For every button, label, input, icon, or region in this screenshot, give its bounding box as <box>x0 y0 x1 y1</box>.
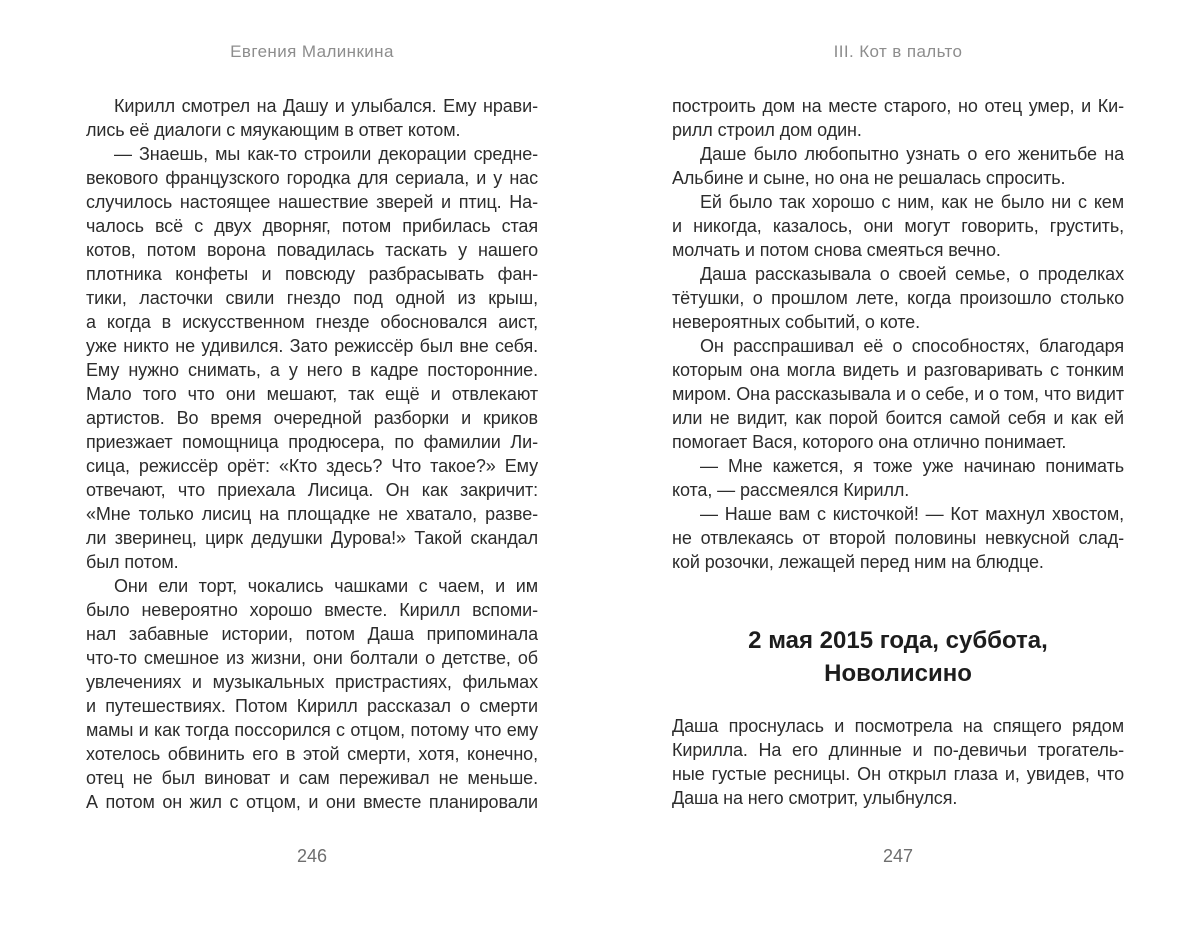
page-body-text-after-heading <box>672 714 1124 810</box>
text-line: молчать и потом снова смеяться вечно. <box>672 240 1001 260</box>
text-line: было невероятно хорошо вместе. Кирилл вспоми- <box>86 600 538 620</box>
text-line: или не видит, как порой боится самой себя и как ей <box>672 408 1124 428</box>
text-line: рилл строил дом один. <box>672 120 862 140</box>
text-line: и никогда, казалось, они могут говорить, грустить, <box>672 216 1124 236</box>
page-body-text <box>672 94 1124 810</box>
text-line: а когда в искусственном гнезде обосновался аист, <box>86 312 538 332</box>
text-line: уже никто не удивился. Зато режиссёр был вне себя. <box>86 336 538 356</box>
text-line: невероятных событий, о коте. <box>672 312 920 332</box>
text-line: — Знаешь, мы как-то строили декорации средне- <box>114 144 538 164</box>
text-line: сица, режиссёр орёт: «Кто здесь? Что такое?» Ему <box>86 456 538 476</box>
text-line: векового французского городка для сериала, и у нас <box>86 168 538 188</box>
section-heading <box>672 624 1124 690</box>
text-line: что-то смешное из жизни, они болтали о детстве, об <box>86 648 538 668</box>
text-line: тики, ласточки свили гнездо под одной из крыш, <box>86 288 538 308</box>
text-line: ли зверинец, цирк дедушки Дурова!» Такой скандал <box>86 528 538 548</box>
page-body-text <box>86 94 538 814</box>
text-line: кота, — рассмеялся Кирилл. <box>672 480 910 500</box>
text-line: Ей было так хорошо с ним, как не было ни с кем <box>700 192 1124 212</box>
text-line: котов, потом ворона повадилась таскать у нашего <box>86 240 538 260</box>
section-heading-line-1: 2 мая 2015 года, суббота, <box>748 627 1048 654</box>
text-line: Даше было любопытно узнать о его женитьбе на <box>700 144 1124 164</box>
text-line: Кирилл смотрел на Дашу и улыбался. Ему нрави- <box>114 96 538 116</box>
page-left <box>86 0 538 937</box>
text-line: Он расспрашивал её о способностях, благодаря <box>700 336 1124 356</box>
text-line: случилось настоящее нашествие зверей и птиц. На- <box>86 192 538 212</box>
text-line: мамы и как тогда поссорился с отцом, потому что ему <box>86 720 538 740</box>
page-right <box>672 0 1124 937</box>
text-line: Кирилла. На его длинные и по-девичьи трогатель- <box>672 740 1124 760</box>
text-line: тётушки, о прошлом лете, когда произошло столько <box>672 288 1124 308</box>
text-line: увлечениях и музыкальных пристрастиях, фильмах <box>86 672 538 692</box>
text-line: Они ели торт, чокались чашками с чаем, и им <box>114 576 538 596</box>
text-line: артистов. Во время очередной разборки и криков <box>86 408 538 428</box>
text-line: Даша на него смотрит, улыбнулся. <box>672 788 958 808</box>
text-line: «Мне только лисиц на площадке не хватало, разве- <box>86 504 538 524</box>
text-line: лись её диалоги с мяукающим в ответ котом. <box>86 120 461 140</box>
text-line: ные густые ресницы. Он открыл глаза и, увидев, что <box>672 764 1124 784</box>
text-line: приезжает помощница продюсера, по фамилии Ли- <box>86 432 538 452</box>
text-line: Ему нужно снимать, а у него в кадре посторонние. <box>86 360 538 380</box>
running-head-author: Евгения Малинкина <box>230 42 394 61</box>
text-line: чалось всё с двух дворняг, потом прибилась стая <box>86 216 538 236</box>
page-number-left: 246 <box>296 846 328 866</box>
section-heading-line-2: Новолисино <box>824 660 972 687</box>
text-line: — Наше вам с кисточкой! — Кот махнул хвостом, <box>700 504 1124 524</box>
text-line: кой розочки, лежащей перед ним на блюдце. <box>672 552 1044 572</box>
text-line: построить дом на месте старого, но отец умер, и Ки- <box>672 96 1124 116</box>
page-body-text-before-heading <box>672 94 1124 574</box>
text-line: был потом. <box>86 552 179 572</box>
text-line: нал забавные истории, потом Даша припоминала <box>86 624 538 644</box>
text-line: Мало того что они мешают, так ещё и отвлекают <box>86 384 538 404</box>
text-line: Альбине и сыне, но она не решалась спросить. <box>672 168 1066 188</box>
text-line: плотника конфеты и повсюду разбрасывать фан- <box>86 264 538 284</box>
text-line: отвечают, что приехала Лисица. Он как закричит: <box>86 480 538 500</box>
text-line: миром. Она рассказывала и о себе, и о том, что видит <box>672 384 1124 404</box>
text-line: Даша проснулась и посмотрела на спящего рядом <box>672 716 1124 736</box>
page-number-right: 247 <box>882 846 914 866</box>
text-line: не отвлекаясь от второй половины невкусной слад- <box>672 528 1124 548</box>
text-line: хотелось обвинить его в этой смерти, хотя, конечно, <box>86 744 538 764</box>
text-line: А потом он жил с отцом, и они вместе планировали <box>86 792 538 812</box>
text-line: и путешествиях. Потом Кирилл рассказал о смерти <box>86 696 538 716</box>
text-line: помогает Вася, которого она отлично понимает. <box>672 432 1067 452</box>
text-line: — Мне кажется, я тоже уже начинаю понимать <box>700 456 1124 476</box>
running-head-chapter: III. Кот в пальто <box>833 42 963 61</box>
text-line: отец не был виноват и сам переживал не меньше. <box>86 768 538 788</box>
text-line: которым она могла видеть и разговаривать с тонким <box>672 360 1124 380</box>
text-line: Даша рассказывала о своей семье, о проделках <box>700 264 1124 284</box>
